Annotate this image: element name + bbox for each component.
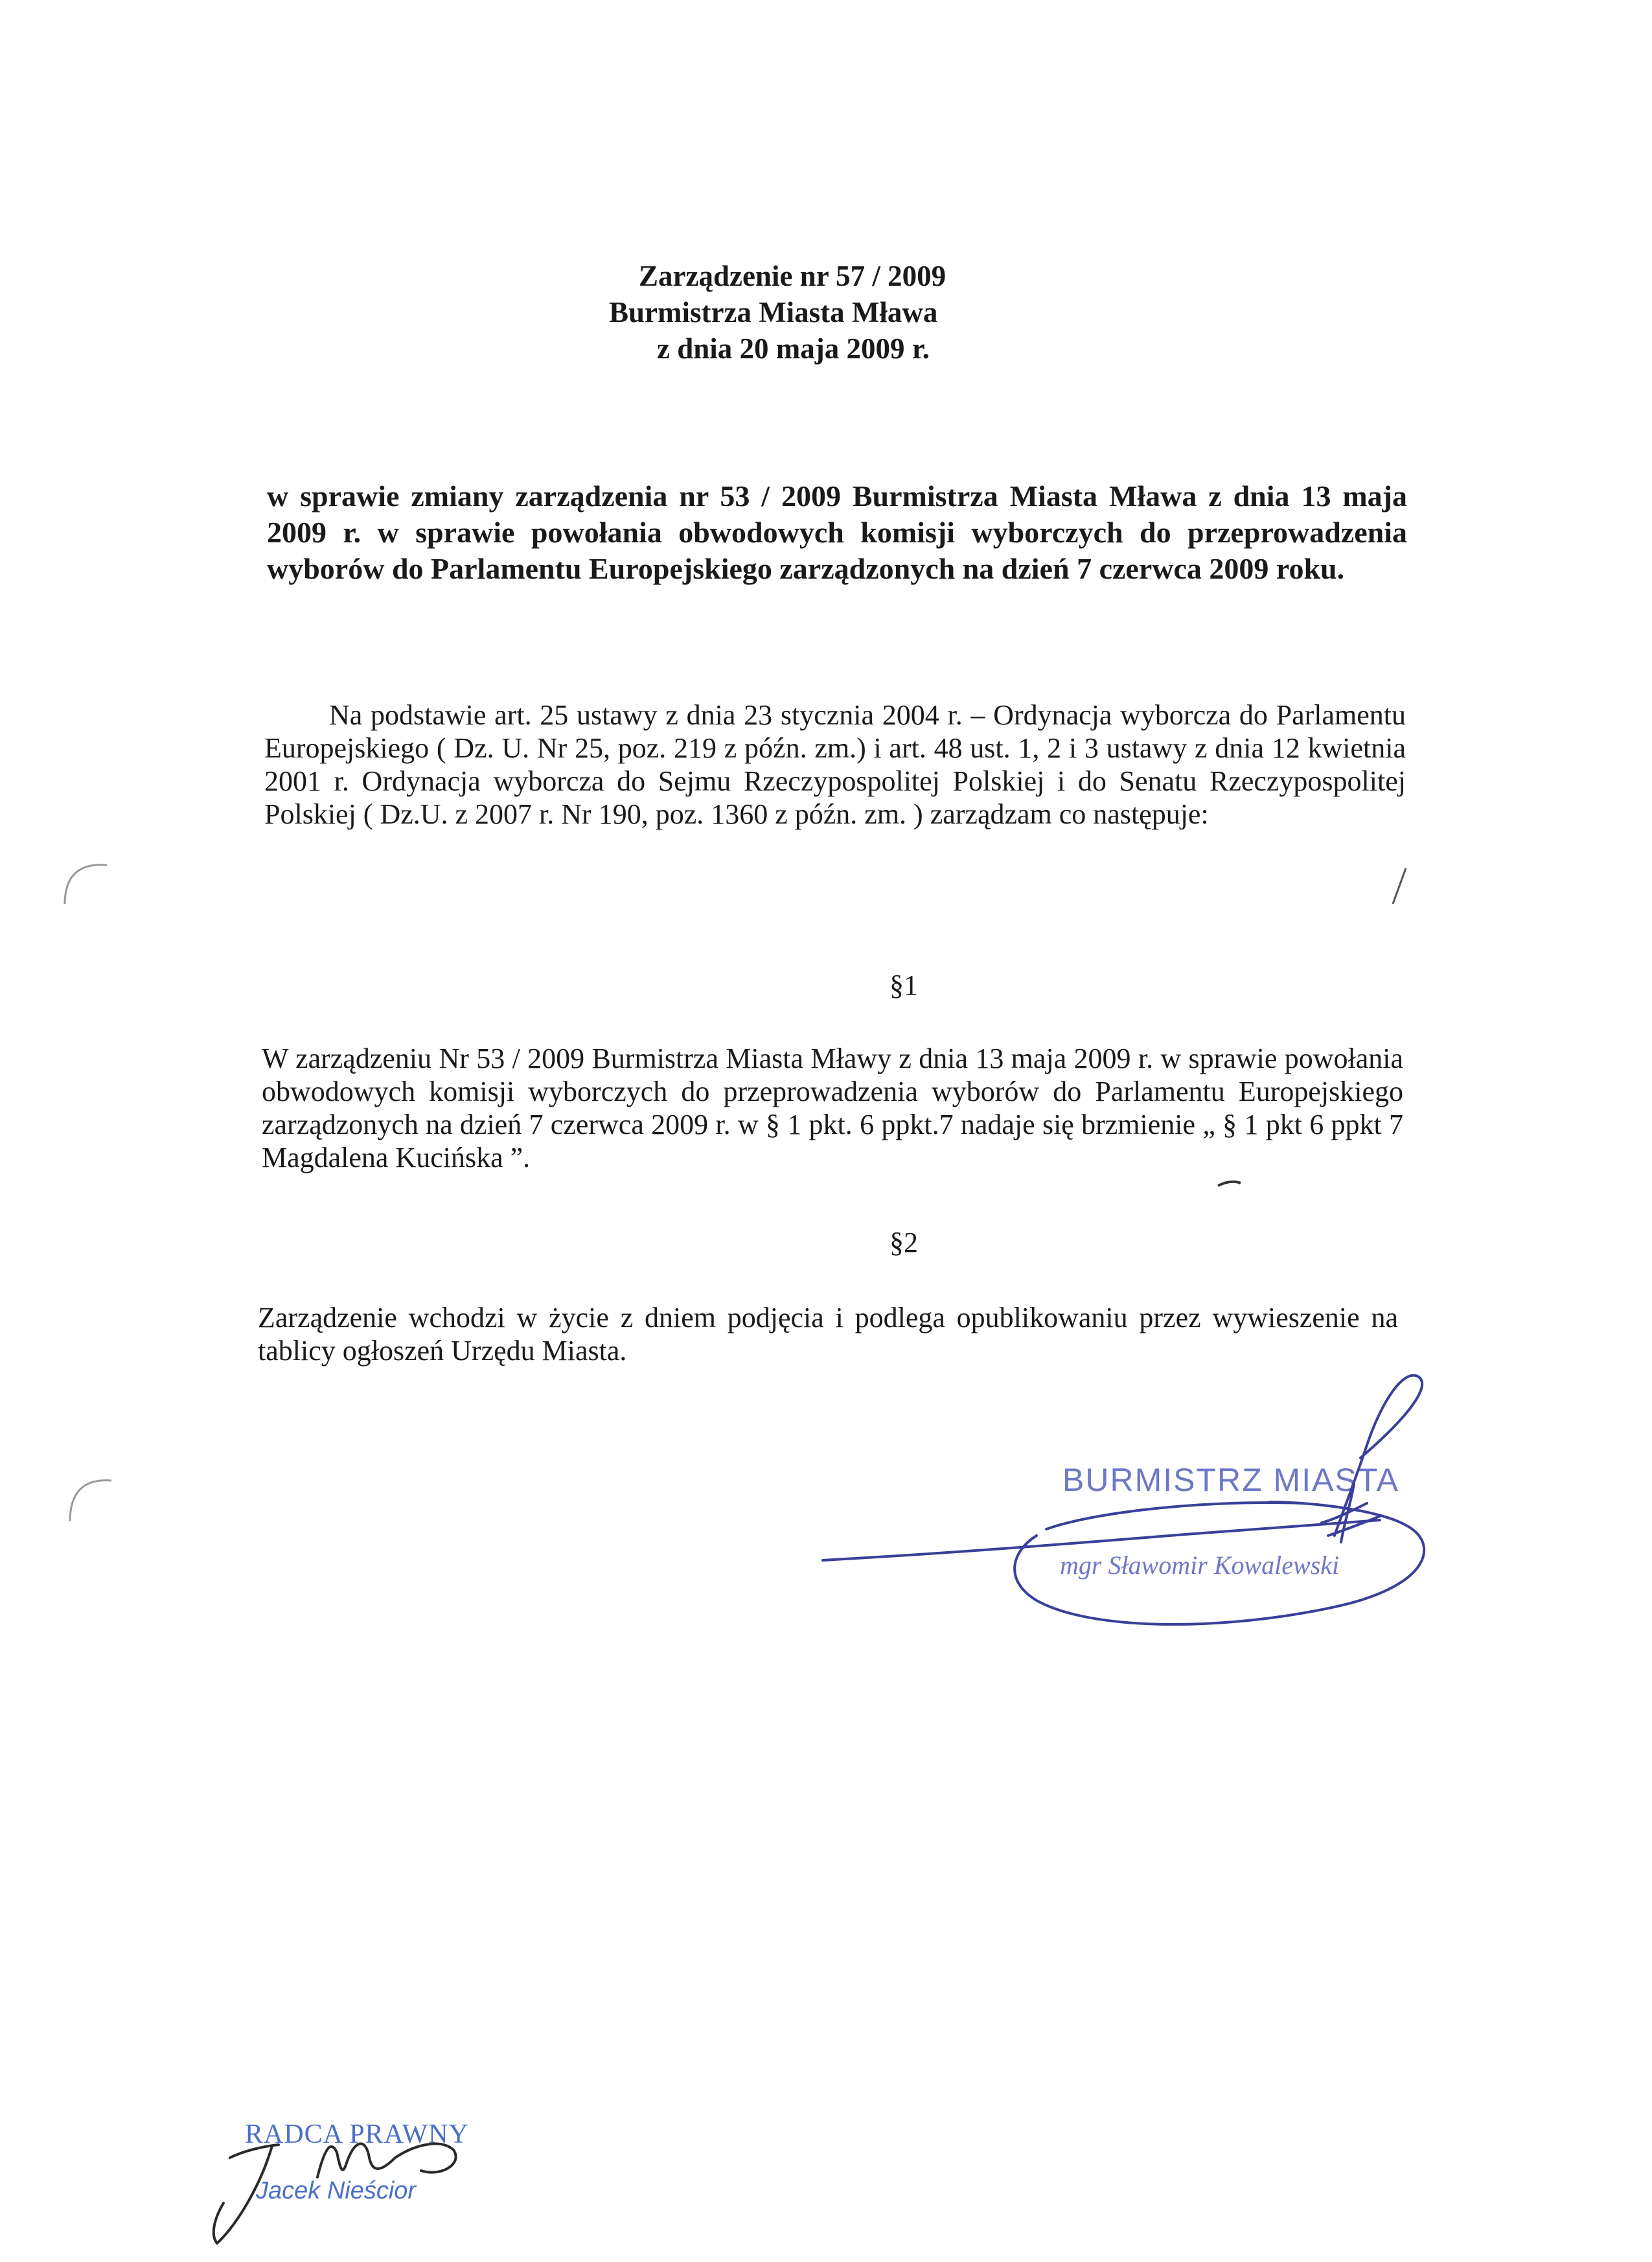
punch-hole-bottom: [70, 1481, 111, 1521]
mayor-stamp-name: mgr Sławomir Kowalewski: [1060, 1551, 1340, 1580]
section-2-heading: §2: [889, 1227, 918, 1258]
counsel-signature: [214, 2143, 456, 2243]
section-1-heading: §1: [889, 969, 918, 1001]
stray-mark: [1393, 868, 1406, 904]
title-line-issuer: Burmistrza Miasta Mława: [609, 296, 938, 329]
mayor-signature: [823, 1376, 1424, 1624]
section-2-text: Zarządzenie wchodzi w życie z dniem podjęcia i podlega opublikowaniu przez wywieszenie na tablicy ogłoszeń Urzędu Miasta.: [258, 1302, 1398, 1367]
section-1-text: W zarządzeniu Nr 53 / 2009 Burmistrza Miasta Mławy z dnia 13 maja 2009 r. w sprawie powołania obwodowych komisji wyborczych do przeprowadzenia wyborów do Parlamentu Europejskiego zarządzonych na dzień 7 czerwca 2009 r. w § 1 pkt. 6 ppkt.7 nadaje się brzmienie „ § 1 pkt 6 ppkt 7 Magdalena Kucińska ”.: [262, 1043, 1403, 1173]
counsel-stamp-title: RADCA PRAWNY: [245, 2119, 469, 2149]
counsel-stamp-name: Jacek Nieścior: [256, 2177, 417, 2204]
title-line-ordinance: Zarządzenie nr 57 / 2009: [639, 260, 946, 292]
title-line-date: z dnia 20 maja 2009 r.: [657, 332, 930, 365]
document-subject: w sprawie zmiany zarządzenia nr 53 / 2009 Burmistrza Miasta Mława z dnia 13 maja 2009 r. w sprawie powołania obwodowych komisji wyborczych do przeprowadzenia wyborów do Parlamentu Europejskiego zarządzonych na dzień 7 czerwca 2009 roku.: [267, 479, 1407, 585]
mayor-stamp-title: BURMISTRZ MIASTA: [1062, 1462, 1399, 1498]
punch-hole-top: [65, 865, 107, 904]
legal-basis-paragraph: Na podstawie art. 25 ustawy z dnia 23 stycznia 2004 r. – Ordynacja wyborcza do Parlamentu Europejskiego ( Dz. U. Nr 25, poz. 219 z późn. zm.) i art. 48 ust. 1, 2 i 3 ustawy z dnia 12 kwietnia 2001 r. Ordynacja wyborcza do Sejmu Rzeczypospolitej Polskiej i do Senatu Rzeczypospolitej Polskiej ( Dz.U. z 2007 r. Nr 190, poz. 1360 z późn. zm. ) zarządzam co następuje:: [264, 699, 1406, 830]
stray-mark: [1218, 1182, 1241, 1186]
